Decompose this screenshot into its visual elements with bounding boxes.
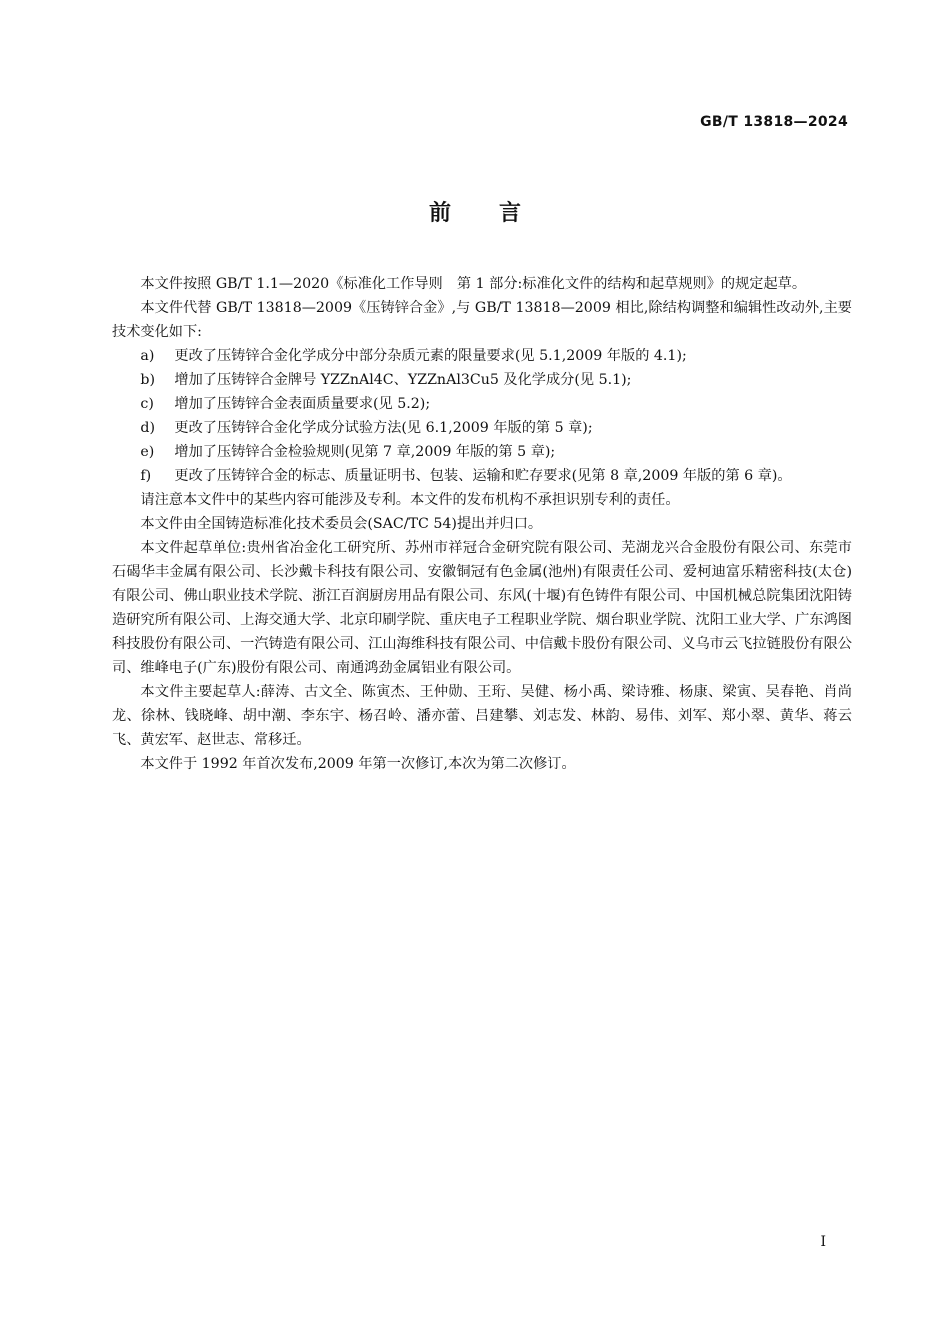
paragraph-drafting-rules: 本文件按照 GB/T 1.1—2020《标准化工作导则 第 1 部分:标准化文件的结构和起草规则》的规定起草。: [140, 276, 807, 292]
page-number: I: [820, 1234, 826, 1250]
title-char-left: 前: [428, 201, 451, 226]
list-item: [112, 440, 852, 464]
paragraph-drafting-units: 本文件起草单位:贵州省冶金化工研究所、苏州市祥冠合金研究院有限公司、芜湖龙兴合金股份有限公司、东莞市石碣华丰金属有限公司、长沙戴卡科技有限公司、安徽铜冠有色金属(池州)有限责任公司、爱柯迪富乐精密科技(太仓)有限公司、佛山职业技术学院、浙江百润厨房用品有限公司、东风(十堰)有色铸件有限公司、中国机械总院集团沈阳铸造研究所有限公司、上海交通大学、北京印刷学院、重庆电子工程职业学院、烟台职业学院、沈阳工业大学、广东鸿图科技股份有限公司、一汽铸造有限公司、江山海维科技有限公司、中信戴卡股份有限公司、义乌市云飞拉链股份有限公司、维峰电子(广东)股份有限公司、南通鸿劲金属铝业有限公司。: [112, 540, 852, 676]
paragraph-replacement: 本文件代替 GB/T 13818—2009《压铸锌合金》,与 GB/T 13818—2009 相比,除结构调整和编辑性改动外,主要技术变化如下:: [112, 300, 852, 340]
paragraph-patent-notice: 请注意本文件中的某些内容可能涉及专利。本文件的发布机构不承担识别专利的责任。: [140, 492, 680, 508]
foreword-body: [112, 272, 852, 776]
list-item-text: 更改了压铸锌合金的标志、质量证明书、包装、运输和贮存要求(见第 8 章,2009 年版的第 6 章)。: [174, 468, 792, 484]
list-item-text: 增加了压铸锌合金牌号 YZZnAl4C、YZZnAl3Cu5 及化学成分(见 5.1);: [174, 372, 632, 388]
list-item-text: 更改了压铸锌合金化学成分试验方法(见 6.1,2009 年版的第 5 章);: [174, 420, 593, 436]
list-item: [112, 464, 852, 488]
list-item: [112, 392, 852, 416]
list-item-text: 增加了压铸锌合金表面质量要求(见 5.2);: [174, 396, 431, 412]
list-item-label: f): [140, 468, 152, 484]
title-char-right: 言: [499, 201, 522, 226]
standard-number: GB/T 13818—2024: [700, 114, 848, 130]
page-title: [0, 196, 950, 227]
list-item-label: e): [140, 444, 155, 460]
list-item: [112, 368, 852, 392]
list-item-text: 更改了压铸锌合金化学成分中部分杂质元素的限量要求(见 5.1,2009 年版的 4.1);: [174, 348, 687, 364]
list-item-label: a): [140, 348, 155, 364]
list-item: [112, 344, 852, 368]
list-item-label: b): [140, 372, 156, 388]
paragraph-history: 本文件于 1992 年首次发布,2009 年第一次修订,本次为第二次修订。: [140, 756, 576, 772]
list-item: [112, 416, 852, 440]
list-item-label: d): [140, 420, 156, 436]
list-item-label: c): [140, 396, 154, 412]
paragraph-proposer: 本文件由全国铸造标准化技术委员会(SAC/TC 54)提出并归口。: [140, 516, 543, 532]
paragraph-drafters: 本文件主要起草人:薛涛、古文全、陈寅杰、王仲勋、王珩、吴健、杨小禹、梁诗雅、杨康、梁寅、吴春艳、肖尚龙、徐林、钱晓峰、胡中潮、李东宇、杨召岭、潘亦蕾、吕建攀、刘志发、林韵、易伟、刘军、郑小翠、黄华、蒋云飞、黄宏军、赵世志、常移迁。: [112, 684, 852, 748]
list-item-text: 增加了压铸锌合金检验规则(见第 7 章,2009 年版的第 5 章);: [174, 444, 556, 460]
